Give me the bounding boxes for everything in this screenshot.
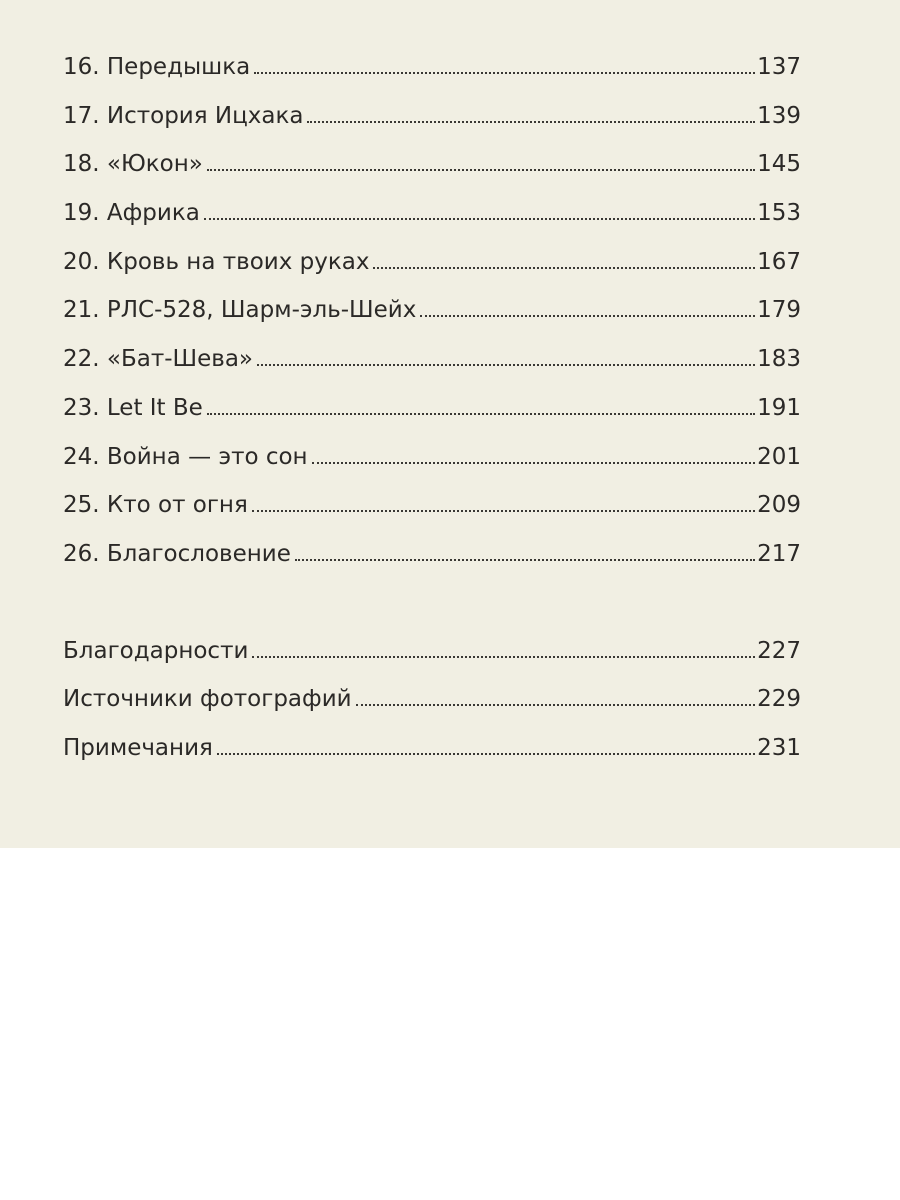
toc-entry-23 (63, 384, 801, 433)
dot-leader (254, 72, 755, 74)
toc-entry-acknowledgements (63, 627, 801, 676)
toc-entry-title: 23. Let It Be (63, 394, 203, 421)
dot-leader (295, 559, 755, 561)
toc-entry-title: Примечания (63, 734, 213, 761)
toc-entry-page: 229 (757, 686, 801, 713)
toc-entry-title: 26. Благословение (63, 540, 291, 567)
toc-entry-page: 139 (757, 102, 801, 129)
toc-entry-21 (63, 286, 801, 335)
toc-entry-16 (63, 43, 801, 92)
toc-entry-19 (63, 189, 801, 238)
dot-leader (420, 315, 755, 317)
table-of-contents (63, 43, 801, 773)
dot-leader (257, 364, 755, 366)
toc-entry-18 (63, 140, 801, 189)
toc-entry-title: 19. Африка (63, 200, 200, 227)
section-gap (63, 579, 801, 627)
dot-leader (307, 121, 755, 123)
toc-entry-page: 217 (757, 540, 801, 567)
toc-entry-page: 201 (757, 443, 801, 470)
toc-entry-page: 191 (757, 394, 801, 421)
toc-entry-title: 17. История Ицхака (63, 102, 304, 129)
toc-entry-title: 18. «Юкон» (63, 151, 203, 178)
toc-entry-title: 16. Передышка (63, 54, 251, 80)
toc-entry-page: 183 (757, 346, 801, 373)
dot-leader (207, 169, 755, 171)
toc-entry-photo-sources (63, 675, 801, 724)
toc-entry-page: 209 (757, 492, 801, 519)
toc-entry-page: 137 (757, 54, 801, 80)
dot-leader (204, 218, 755, 220)
toc-entry-page: 231 (757, 734, 801, 761)
toc-entry-17 (63, 92, 801, 141)
dot-leader (373, 267, 755, 269)
dot-leader (356, 704, 756, 706)
toc-entry-title: 21. РЛС-528, Шарм-эль-Шейх (63, 297, 417, 324)
toc-entry-page: 145 (757, 151, 801, 178)
dot-leader (252, 510, 755, 512)
dot-leader (207, 413, 755, 415)
toc-entry-title: 24. Война — это сон (63, 443, 308, 470)
toc-entry-20 (63, 238, 801, 287)
toc-entry-22 (63, 335, 801, 384)
dot-leader (312, 462, 755, 464)
toc-entry-page: 153 (757, 200, 801, 227)
dot-leader (217, 753, 755, 755)
toc-entry-notes (63, 724, 801, 773)
toc-entry-24 (63, 433, 801, 482)
toc-entry-title: Источники фотографий (63, 686, 352, 713)
toc-entry-page: 227 (757, 637, 801, 664)
toc-entry-title: Благодарности (63, 637, 249, 664)
toc-entry-26 (63, 530, 801, 579)
dot-leader (252, 656, 755, 658)
toc-entry-title: 25. Кто от огня (63, 492, 248, 519)
toc-entry-title: 22. «Бат-Шева» (63, 346, 253, 373)
toc-entry-25 (63, 481, 801, 530)
toc-entry-title: 20. Кровь на твоих руках (63, 248, 370, 275)
toc-entry-page: 179 (757, 297, 801, 324)
toc-entry-page: 167 (757, 248, 801, 275)
